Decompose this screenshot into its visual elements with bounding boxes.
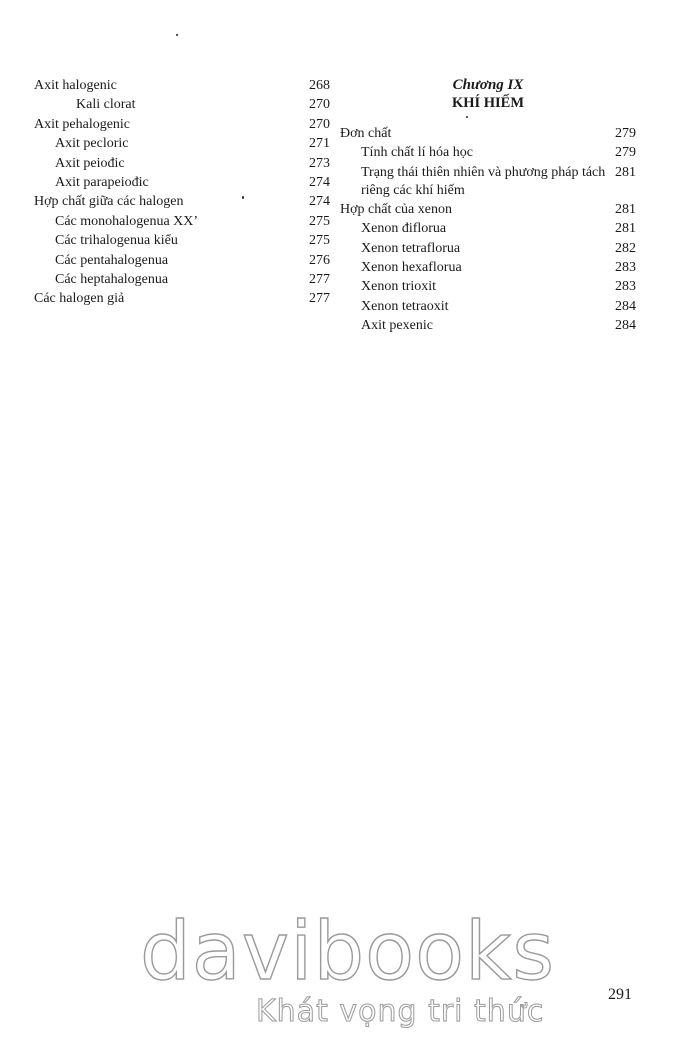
toc-entry-title: Xenon tetraflorua [361,240,461,256]
watermark-tagline: Khát vọng tri thức [256,994,545,1029]
chapter-title: KHÍ HIẾM [451,95,525,111]
toc-entry-title: Axit pecloric [55,136,129,152]
toc-entry [34,289,330,308]
toc-entry [34,251,330,270]
toc-entry-title: Xenon trioxit [361,279,437,295]
toc-entry [34,231,330,250]
scan-speck [242,196,244,199]
toc-entry-page: 283 [615,259,636,275]
toc-entry-title: Đơn chất [340,126,392,141]
toc-entry-page: 279 [615,145,636,161]
toc-entry [340,277,636,296]
toc-entry [340,200,636,219]
toc-entry-title: Kali clorat [76,97,136,113]
toc-entry-title: Axit halogenic [34,78,117,93]
toc-entry [34,173,330,192]
toc-entry-title: Xenon hexaflorua [361,259,462,275]
toc-entry-page: 279 [615,126,636,141]
toc-entry-title: Trạng thái thiên nhiên và phương pháp tách riêng các khí hiếm [361,164,606,198]
toc-entry-page: 284 [615,298,636,314]
toc-entry-title: Các pentahalogenua [55,252,169,268]
toc-entry-page: 277 [309,291,330,307]
toc-entry-title: Axit pexenic [361,318,433,334]
toc-entry [340,258,636,277]
toc-entry-page: 281 [615,221,636,237]
toc-entry [340,143,636,162]
toc-entry-page: 271 [309,136,330,152]
toc-entry [340,124,636,143]
toc-entry-page: 283 [615,279,636,295]
page-number: 291 [608,986,632,1003]
toc-entry-title: Axit peiođic [55,155,125,171]
toc-entry-page: 281 [615,201,636,217]
toc-entry-page: 270 [309,116,330,132]
toc-entry-title: Hợp chất giữa các halogen [34,194,184,210]
toc-entry [340,164,636,200]
toc-entry [34,212,330,231]
chapter-label: Chương IX [452,77,524,93]
toc-entry [34,154,330,173]
toc-entry-page: 284 [615,318,636,334]
toc-entry [340,297,636,316]
toc-entry-page: 268 [309,78,330,93]
toc-entry-page: 274 [309,174,330,190]
toc-entry-title: Các halogen giả [34,291,125,307]
toc-right-column [340,76,636,336]
toc-entry-page: 281 [615,164,636,180]
toc-entry-page: 275 [309,213,330,229]
toc-entry-title: Axit parapeiođic [55,174,149,190]
toc-entry [34,115,330,134]
toc-entry [34,270,330,289]
toc-left-column [34,76,330,309]
toc-entry-title: Hợp chất của xenon [340,201,452,217]
toc-entry-title: Các trihalogenua kiểu [55,233,178,249]
toc-entry-title: Các monohalogenua XX’ [55,213,199,229]
toc-entry [34,95,330,114]
toc-entry [34,134,330,153]
toc-entry-page: 273 [309,155,330,171]
toc-entry-title: Tính chất lí hóa học [361,145,473,161]
toc-entry-page: 276 [309,252,330,268]
scan-speck [466,116,468,118]
watermark-logo: davibooks [140,905,556,998]
toc-entry [34,76,330,95]
toc-entry-title: Xenon điflorua [361,221,447,237]
toc-entry [340,219,636,238]
toc-entry-page: 275 [309,233,330,249]
toc-entry-title: Các heptahalogenua [55,271,169,287]
toc-entry-title: Axit pehalogenic [34,116,131,132]
toc-entry [340,239,636,258]
scan-speck [176,34,178,36]
toc-entry-page: 277 [309,271,330,287]
toc-entry-page: 270 [309,97,330,113]
toc-entry [34,192,330,211]
toc-entry-page: 282 [615,240,636,256]
toc-entry-page: 274 [309,194,330,210]
toc-entry-title: Xenon tetraoxit [361,298,449,314]
toc-entry [340,316,636,335]
